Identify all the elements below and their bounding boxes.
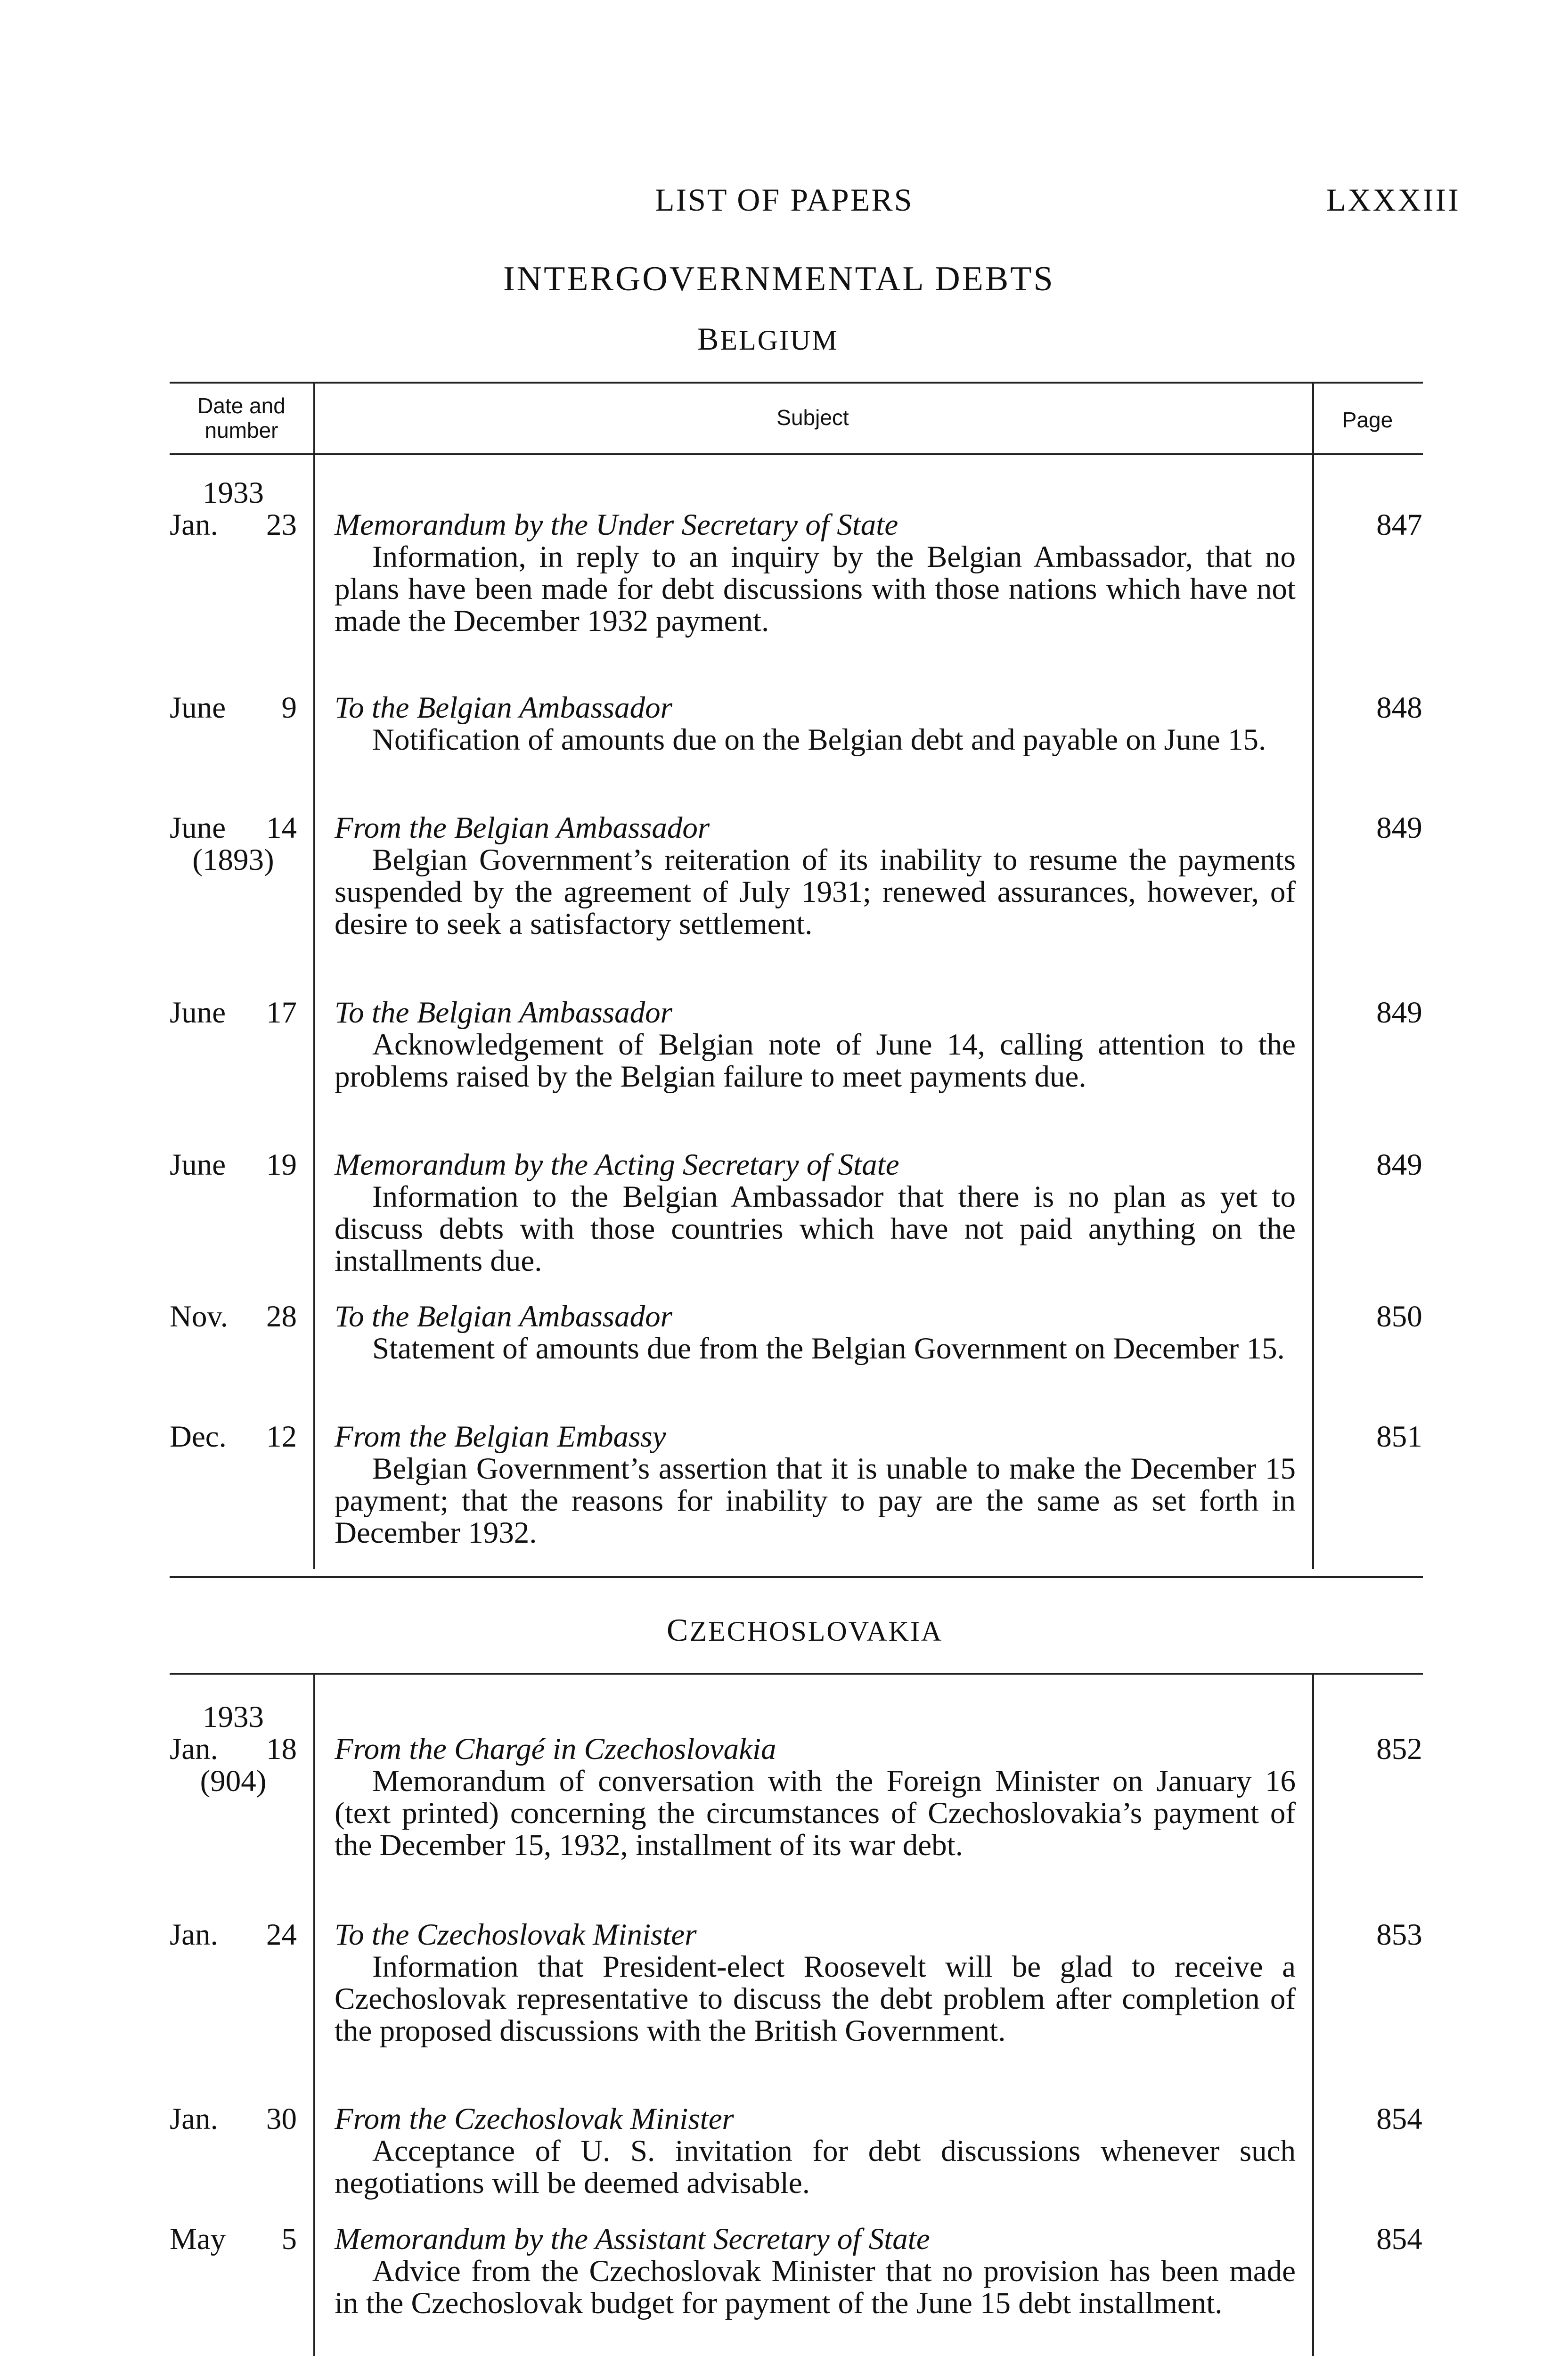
entry-subject [335,1733,1296,1861]
entry-month: Nov. [170,1300,228,1333]
entry-subject [335,2103,1296,2199]
entry-page: 849 [1376,811,1422,845]
entry-subject [335,997,1296,1093]
entry-page: 849 [1376,996,1422,1030]
entry-page: 853 [1376,1918,1422,1952]
entry-description: Belgian Government’s assertion that it is unable to make the December 15 payment; that the reasons for inability to pay are the same as set forth in December 1932. [335,1452,1296,1550]
heading-initial: B [697,321,720,357]
entry-page: 848 [1376,691,1422,725]
entry-subject [335,692,1296,756]
entry-title: Memorandum by the Assistant Secretary of State [335,2222,930,2256]
entry-subject [335,2223,1296,2319]
entry-month: June [170,811,226,845]
entry-date [170,2103,297,2135]
column-header-subject: Subject [776,405,849,430]
entry-page: 847 [1376,508,1422,542]
column-divider-page [1312,382,1314,1569]
entry-day: 19 [266,1148,297,1182]
table-header-rule [170,453,1423,455]
column-header-page: Page [1342,408,1393,432]
entry-page: 851 [1376,1420,1422,1454]
column-header-date [170,393,313,442]
entry-description: Acceptance of U. S. invitation for debt discussions whenever such negotiations will be deemed advisable. [335,2134,1296,2200]
entry-title: From the Belgian Embassy [335,1420,666,1454]
entry-date [170,1421,297,1453]
entry-day: 9 [281,691,297,725]
entry-month: June [170,996,226,1030]
entry-date [170,997,297,1029]
entry-day: 24 [266,1918,297,1952]
entry-month: Jan. [170,1732,218,1766]
entry-date [170,812,297,876]
entry-title: To the Czechoslovak Minister [335,1918,697,1952]
heading-initial: C [667,1612,690,1648]
column-divider-page [1312,1673,1314,2356]
entry-subject [335,1919,1296,2047]
entry-year: 1933 [203,476,264,510]
entry-subject [335,812,1296,940]
entry-month: Jan. [170,1918,218,1952]
entry-description: Acknowledgement of Belgian note of June 14, calling attention to the problems raised by the Belgian failure to meet payments due. [335,1028,1296,1094]
country-heading-czechoslovakia [667,1612,943,1649]
entry-subject [335,509,1296,637]
entry-day: 12 [266,1420,297,1454]
entry-month: Jan. [170,2102,218,2136]
entry-day: 30 [266,2102,297,2136]
section-title: INTERGOVERNMENTAL DEBTS [503,260,1055,298]
table-top-rule [170,382,1423,384]
entry-day: 17 [266,996,297,1030]
entry-day: 14 [266,811,297,845]
entry-description: Notification of amounts due on the Belgian debt and payable on June 15. [372,723,1266,757]
heading-rest: ZECHOSLOVAKIA [689,1616,943,1647]
entry-number: (1893) [192,843,274,877]
entry-date [170,1919,297,1951]
page-folio: LXXXIII [1326,182,1461,218]
column-divider-date [313,1673,315,2356]
entry-date [170,1701,297,1797]
entry-title: To the Belgian Ambassador [335,996,672,1030]
entry-date [170,2223,297,2255]
heading-rest: ELGIUM [720,325,839,356]
entry-date [170,692,297,724]
entry-month: Dec. [170,1420,227,1454]
entry-title: From the Czechoslovak Minister [335,2102,734,2136]
entry-description: Information to the Belgian Ambassador that there is no plan as yet to discuss debts with those countries which have not paid anything on the installments due. [335,1180,1296,1278]
entry-number: (904) [200,1764,267,1798]
entry-month: Jan. [170,508,218,542]
column-header-date-line2: number [204,418,278,442]
entry-day: 18 [266,1732,297,1766]
entry-description: Information, in reply to an inquiry by the Belgian Ambassador, that no plans have been made for debt discussions with those nations which have not made the December 1932 payment. [335,540,1296,638]
column-divider-date [313,382,315,1569]
entry-day: 5 [281,2222,297,2256]
entry-title: From the Chargé in Czechoslovakia [335,1732,776,1766]
entry-subject [335,1149,1296,1277]
entry-page: 854 [1376,2222,1422,2256]
entry-title: From the Belgian Ambassador [335,811,710,845]
entry-subject [335,1301,1296,1365]
entry-title: Memorandum by the Under Secretary of State [335,508,898,542]
entry-description: Belgian Government’s reiteration of its inability to resume the payments suspended by the agreement of July 1931; renewed assurances, however, of desire to seek a satisfactory settlement. [335,843,1296,941]
entry-title: To the Belgian Ambassador [335,691,672,725]
entry-date [170,1149,297,1181]
entry-month: June [170,1148,226,1182]
entry-description: Statement of amounts due from the Belgian Government on December 15. [372,1332,1285,1366]
entry-day: 28 [266,1300,297,1333]
page-header [0,181,1568,229]
entry-date [170,1301,297,1333]
entry-month: May [170,2222,226,2256]
country-heading-belgium [697,320,839,358]
entry-description: Advice from the Czechoslovak Minister that no provision has been made in the Czechoslovak budget for payment of the June 15 debt installment. [335,2254,1296,2320]
entry-date [170,477,297,541]
entry-description: Information that President-elect Roosevelt will be glad to receive a Czechoslovak representative to discuss the debt problem after completion of the proposed discussions with the British Government. [335,1950,1296,2048]
entry-title: To the Belgian Ambassador [335,1300,672,1333]
entry-page: 854 [1376,2102,1422,2136]
table-bottom-rule [170,1576,1423,1578]
table-top-rule [170,1673,1423,1675]
entry-month: June [170,691,226,725]
entry-title: Memorandum by the Acting Secretary of State [335,1148,899,1182]
entry-page: 852 [1376,1732,1422,1766]
entry-page: 850 [1376,1300,1422,1333]
entry-year: 1933 [203,1700,264,1734]
column-header-date-line1: Date and [197,393,286,418]
running-title: LIST OF PAPERS [655,182,914,218]
entry-day: 23 [266,508,297,542]
entry-page: 849 [1376,1148,1422,1182]
entry-subject [335,1421,1296,1549]
entry-description: Memorandum of conversation with the Foreign Minister on January 16 (text printed) concerning the circumstances of Czechoslovakia’s payment of the December 15, 1932, installment of its war debt. [335,1764,1296,1862]
